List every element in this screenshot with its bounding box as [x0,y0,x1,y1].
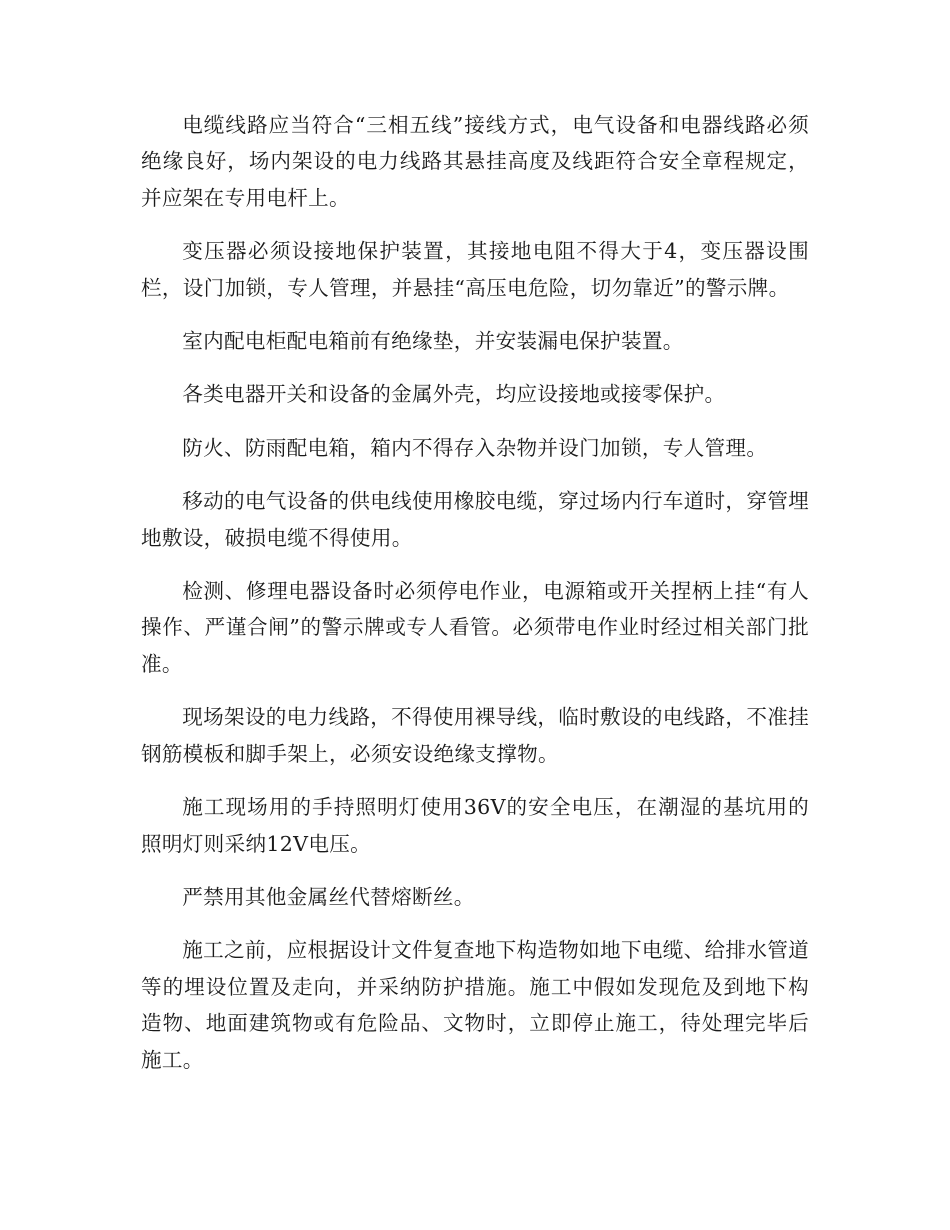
paragraph-cable-wiring: 电缆线路应当符合“三相五线”接线方式，电气设备和电器线路必须绝缘良好，场内架设的电力线路其悬挂高度及线距符合安全章程规定，并应架在专用电杆上。 [141,113,809,210]
paragraph-mobile-equipment-cable: 移动的电气设备的供电线使用橡胶电缆，穿过场内行车道时，穿管埋地敷设，破损电缆不得使用。 [141,489,809,550]
paragraph-site-power-lines: 现场架设的电力线路，不得使用裸导线，临时敷设的电线路，不准挂钢筋模板和脚手架上，必须安设绝缘支撑物。 [141,705,809,766]
paragraph-transformer-grounding: 变压器必须设接地保护装置，其接地电阻不得大于4，变压器设围栏，设门加锁，专人管理，并悬挂“高压电危险，切勿靠近”的警示牌。 [141,239,809,300]
paragraph-maintenance-power-off: 检测、修理电器设备时必须停电作业，电源箱或开关捏柄上挂“有人操作、严谨合闸”的警示牌或专人看管。必须带电作业时经过相关部门批准。 [141,579,809,676]
paragraph-fuse-wire: 严禁用其他金属丝代替熔断丝。 [182,884,475,909]
paragraph-metal-casing-grounding: 各类电器开关和设备的金属外壳，均应设接地或接零保护。 [182,382,726,407]
document-body [141,107,809,1095]
paragraph-insulation-mat: 室内配电柜配电箱前有绝缘垫，并安装漏电保护装置。 [182,329,684,354]
paragraph-safety-voltage: 施工现场用的手持照明灯使用36V的安全电压，在潮湿的基坑用的照明灯则采纳12V电压。 [141,795,809,856]
paragraph-underground-structures: 施工之前，应根据设计文件复查地下构造物如地下电缆、给排水管道等的埋设位置及走向，并采纳防护措施。施工中假如发现危及到地下构造物、地面建筑物或有危险品、文物时，立即停止施工，待处理完毕后施工。 [141,938,809,1072]
paragraph-distribution-box: 防火、防雨配电箱，箱内不得存入杂物并设门加锁，专人管理。 [182,435,768,460]
